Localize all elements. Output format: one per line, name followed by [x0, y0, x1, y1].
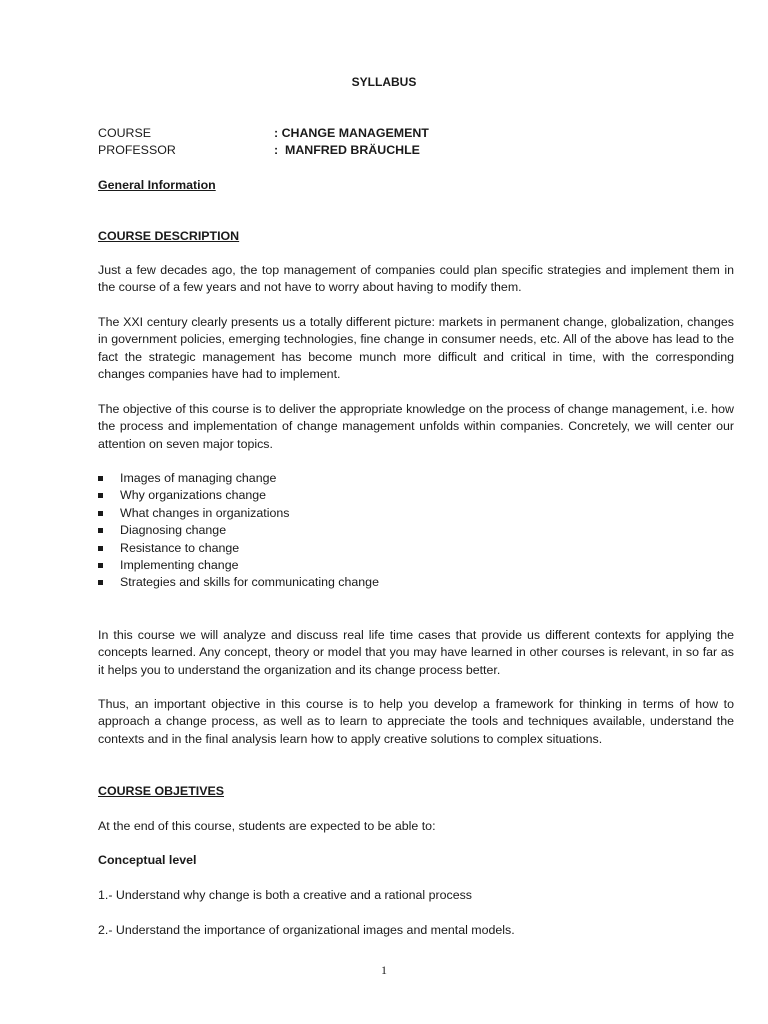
list-item [98, 574, 734, 591]
professor-label: PROFESSOR [98, 143, 176, 158]
course-row [98, 125, 738, 142]
course-label: COURSE [98, 126, 152, 140]
description-paragraph-3: The objective of this course is to deliver the appropriate knowledge on the process of change management, i.e. how the process and implementation of change management unfolds within companies. Concretely, we will center our attention on seven major topics. [98, 402, 734, 451]
topic-label: What changes in organizations [120, 505, 290, 520]
list-item [98, 557, 734, 574]
list-item [98, 505, 734, 522]
topic-label: Resistance to change [120, 540, 240, 555]
topic-label: Images of managing change [120, 471, 277, 485]
list-item [98, 522, 734, 539]
list-item [98, 540, 734, 557]
square-bullet-icon [98, 563, 103, 568]
page-number: 1 [381, 963, 387, 977]
list-item [98, 470, 734, 487]
square-bullet-icon [98, 580, 103, 585]
course-meta [98, 125, 738, 160]
objective-item-1: 1.- Understand why change is both a creative and a rational process [98, 888, 473, 902]
topic-label: Diagnosing change [120, 523, 227, 538]
square-bullet-icon [98, 476, 103, 481]
description-paragraph-2: The XXI century clearly presents us a totally different picture: markets in permanent change, globalization, changes in government policies, emerging technologies, fine change in consumer needs, etc. All of the above has lead to the fact the strategic management has become munch more difficult and critical in time, with the corresponding changes companies have had to implement. [98, 315, 734, 382]
objectives-intro: At the end of this course, students are expected to be able to: [98, 819, 436, 833]
square-bullet-icon [98, 528, 103, 533]
general-information-heading: General Information [98, 178, 216, 192]
description-paragraph-1: Just a few decades ago, the top management of companies could plan specific strategies and implement them in the course of a few years and not have to worry about having to modify them. [98, 263, 734, 295]
topics-list [98, 470, 734, 592]
list-item [98, 487, 734, 504]
objective-item-2: 2.- Understand the importance of organizational images and mental models. [98, 923, 515, 937]
professor-row [98, 142, 738, 159]
course-value: : CHANGE MANAGEMENT [274, 126, 429, 140]
course-description-heading: COURSE DESCRIPTION [98, 229, 240, 243]
topic-label: Strategies and skills for communicating change [120, 575, 379, 590]
square-bullet-icon [98, 511, 103, 516]
square-bullet-icon [98, 493, 103, 498]
description-paragraph-4: In this course we will analyze and discuss real life time cases that provide us different contexts for applying the concepts learned. Any concept, theory or model that you may have learned in other courses is relevant, in so far as it helps you to understand the organization and its change process better. [98, 628, 734, 677]
topic-label: Why organizations change [120, 488, 267, 503]
document-title: SYLLABUS [351, 75, 417, 89]
professor-value: : MANFRED BRÄUCHLE [274, 143, 420, 158]
square-bullet-icon [98, 546, 103, 551]
conceptual-level-heading: Conceptual level [98, 853, 197, 867]
topic-label: Implementing change [120, 557, 239, 572]
course-objectives-heading: COURSE OBJETIVES [98, 784, 224, 798]
description-paragraph-5: Thus, an important objective in this course is to help you develop a framework for thinking in terms of how to approach a change process, as well as to learn to appreciate the tools and techniques available, understand the contexts and in the final analysis learn how to apply creative solutions to complex situations. [98, 697, 734, 746]
